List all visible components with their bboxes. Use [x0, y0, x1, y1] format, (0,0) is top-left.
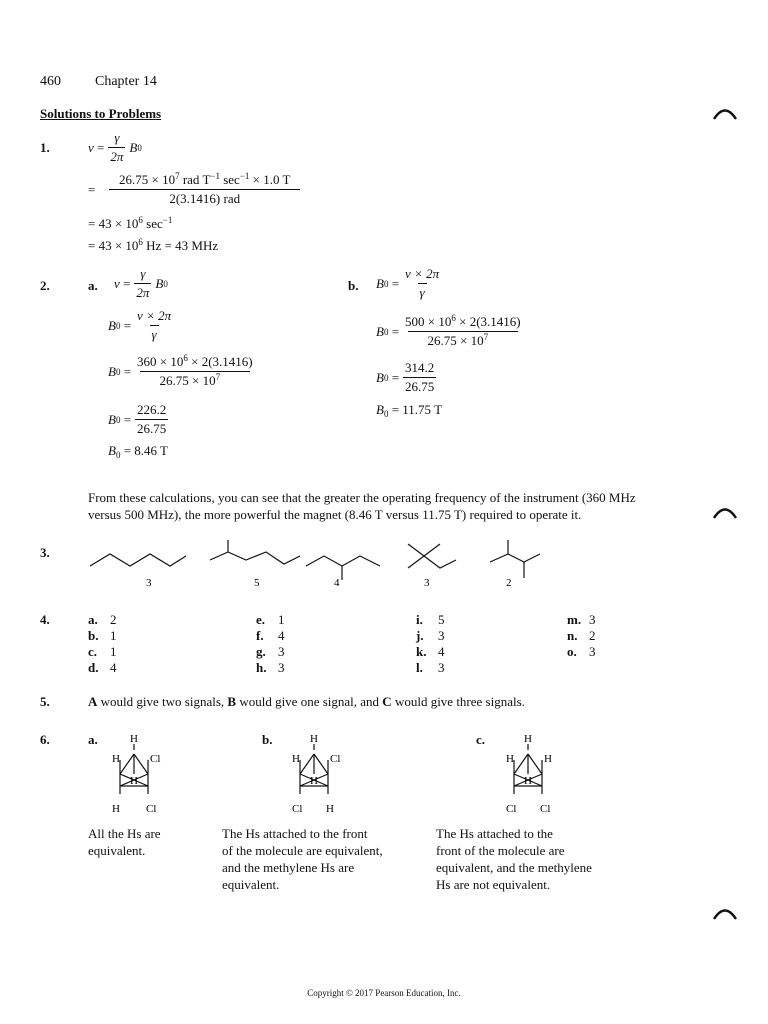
conclusion-line-1: From these calculations, you can see that the greater the operating frequency of the instrument (360 MHz	[88, 490, 636, 505]
answer-key: c.	[88, 644, 98, 659]
atom-label-mid: H	[130, 775, 138, 787]
answer-key: f.	[256, 628, 264, 643]
atom-label-mid: H	[524, 775, 532, 787]
caption-line: equivalent, and the methylene	[436, 860, 592, 875]
answer-value: 1	[110, 628, 117, 643]
bond-line	[514, 754, 528, 774]
structure-3-methylpentane	[306, 556, 380, 566]
problem-5-text: A would give two signals, B would give one signal, and C would give three signals.	[88, 694, 525, 709]
p2a-step2: B 0 = $\frac{\nu \times 2\pi}{\gamma}$	[108, 308, 172, 342]
atom-label-ul: H	[112, 753, 120, 765]
answer-value: 3	[278, 660, 285, 675]
atom-label-top: H	[130, 733, 138, 745]
answer-value: 1	[278, 612, 285, 627]
problem-4-number: 4.	[40, 612, 50, 627]
answer-value: 3	[589, 644, 596, 659]
caption-line: The Hs attached to the	[436, 826, 553, 841]
answer-key: b.	[88, 628, 99, 643]
b0-symbol: B	[129, 139, 138, 155]
caption-line: All the Hs are	[88, 826, 161, 841]
bond-line	[120, 754, 134, 774]
p1-calculation	[88, 172, 304, 207]
answer-key: i.	[416, 612, 423, 627]
atom-label-ur: Cl	[330, 753, 341, 765]
answer-key: a.	[88, 612, 98, 627]
atom-label-ul: H	[292, 753, 300, 765]
atom-label-lr: H	[326, 803, 334, 815]
answer-value: 4	[278, 628, 285, 643]
caption-line: Hs are not equivalent.	[436, 877, 551, 892]
count-label: 2	[506, 577, 512, 588]
p1-denominator: 2(3.1416) rad	[109, 189, 300, 207]
caption-line: equivalent.	[88, 843, 146, 858]
p2a-formula: ν = $\frac{\gamma}{2\pi}$ B 0	[114, 266, 168, 300]
answer-value: 1	[110, 644, 117, 659]
count-label: 5	[254, 577, 260, 588]
answer-key: o.	[567, 644, 577, 659]
atom-label-lr: Cl	[540, 803, 551, 815]
atom-label-top: H	[310, 733, 318, 745]
answer-key: j.	[416, 628, 424, 643]
skeletal-structures	[88, 538, 568, 588]
answer-value: 3	[438, 628, 445, 643]
answer-key: k.	[416, 644, 427, 659]
part-b-label: b.	[348, 278, 359, 293]
gamma-symbol: γ	[114, 130, 120, 145]
answer-key: d.	[88, 660, 99, 675]
bond-line	[134, 754, 148, 774]
p1-line3: = $43 \times 10^6$ $\sec^{-1}$	[88, 215, 173, 231]
atom-label-mid: H	[310, 775, 318, 787]
p1-numerator: $26.75 \times 10^7$ rad $T^{-1}$ $\sec^{-1} \times 1.0$ T	[118, 171, 291, 187]
equals-sign: =	[88, 181, 96, 197]
structure-2-3-dimethylbutane	[490, 554, 540, 562]
conclusion-line-2: versus 500 MHz), the more powerful the magnet (8.46 T versus 11.75 T) required to operate it.	[88, 507, 582, 522]
cyclopropane-structure	[284, 730, 364, 820]
cyclopropane-structure	[498, 730, 578, 820]
answer-key: m.	[567, 612, 582, 627]
two-pi: 2π	[110, 149, 124, 164]
atom-label-ul: H	[506, 753, 514, 765]
part-label: b.	[262, 732, 273, 747]
p2a-result: $B_0 = 8.46$ T	[108, 443, 168, 460]
atom-label-lr: Cl	[146, 803, 157, 815]
page-curl-mark	[713, 505, 737, 519]
count-label: 4	[334, 577, 340, 588]
p1-line4: = $43 \times 10^6$ Hz = 43 MHz	[88, 237, 219, 253]
structure-2-methylbutane	[210, 552, 300, 564]
chapter-title: Chapter 14	[95, 74, 157, 89]
atom-label-ur: Cl	[150, 753, 161, 765]
bond-line	[314, 754, 328, 774]
count-label: 3	[424, 577, 430, 588]
caption-line: The Hs attached to the front	[222, 826, 368, 841]
answer-value: 3	[278, 644, 285, 659]
part-label: a.	[88, 732, 98, 747]
caption-line: front of the molecule are	[436, 843, 565, 858]
atom-label-ur: H	[544, 753, 552, 765]
answer-value: 4	[110, 660, 117, 675]
p2a-step4: B 0 = $\frac{226.2}{26.75}$	[108, 402, 167, 436]
atom-label-ll: Cl	[506, 803, 517, 815]
answer-value: 5	[438, 612, 445, 627]
bond-line	[528, 754, 542, 774]
problem-2-number: 2.	[40, 278, 50, 293]
p1-fraction	[109, 172, 300, 207]
section-title: Solutions to Problems	[40, 106, 162, 121]
answer-value: 3	[438, 660, 445, 675]
atom-label-ll: Cl	[292, 803, 303, 815]
atom-label-top: H	[524, 733, 532, 745]
answer-value: 2	[110, 612, 117, 627]
page-curl-mark	[713, 106, 737, 120]
answer-value: 4	[438, 644, 445, 659]
problem-6-number: 6.	[40, 732, 50, 747]
gamma-over-2pi: $\frac{\gamma}{2\pi}$	[136, 266, 150, 300]
answer-key: h.	[256, 660, 267, 675]
nu-symbol: ν	[114, 275, 120, 291]
page-curl-mark	[713, 906, 737, 920]
p2b-step3: B 0 = $\frac{314.2}{26.75}$	[376, 360, 435, 394]
answer-key: n.	[567, 628, 578, 643]
part-label: c.	[476, 732, 486, 747]
p2a-step3: B 0 = $\frac{360 \times 10^6 \times 2(3.1416)}{26.75 \times 10^7}$	[108, 353, 253, 388]
problem-5-number: 5.	[40, 694, 50, 709]
structure-2-2-dimethylbutane	[408, 544, 440, 556]
count-label: 3	[146, 577, 152, 588]
answer-key: l.	[416, 660, 423, 675]
atom-label-ll: H	[112, 803, 120, 815]
cyclopropane-structure	[104, 730, 184, 820]
p2b-result: $B_0 = 11.75$ T	[376, 402, 443, 419]
p2b-step2: B 0 = $\frac{500 \times 10^6 \times 2(3.1416)}{26.75 \times 10^7}$	[376, 313, 521, 348]
problem-1-number: 1.	[40, 140, 50, 155]
answer-value: 3	[589, 612, 596, 627]
answer-key: g.	[256, 644, 266, 659]
page-number: 460	[40, 74, 61, 89]
copyright-footer: Copyright © 2017 Pearson Education, Inc.	[307, 988, 461, 998]
caption-line: and the methylene Hs are	[222, 860, 355, 875]
caption-line: equivalent.	[222, 877, 280, 892]
p2b-formula: B 0 = $\frac{\nu \times 2\pi}{\gamma}$	[376, 266, 440, 300]
gamma-over-2pi	[108, 130, 125, 165]
equals-sign: =	[97, 139, 105, 155]
answer-key: e.	[256, 612, 266, 627]
answer-value: 2	[589, 628, 596, 643]
structure-pentane	[90, 554, 186, 566]
problem-3-number: 3.	[40, 545, 50, 560]
nu-symbol: ν	[88, 139, 94, 155]
caption-line: of the molecule are equivalent,	[222, 843, 383, 858]
p1-formula: ν = $\frac{\gamma}{2\pi}$ B 0	[88, 130, 142, 164]
part-a-label: a.	[88, 278, 98, 293]
bond-line	[300, 754, 314, 774]
